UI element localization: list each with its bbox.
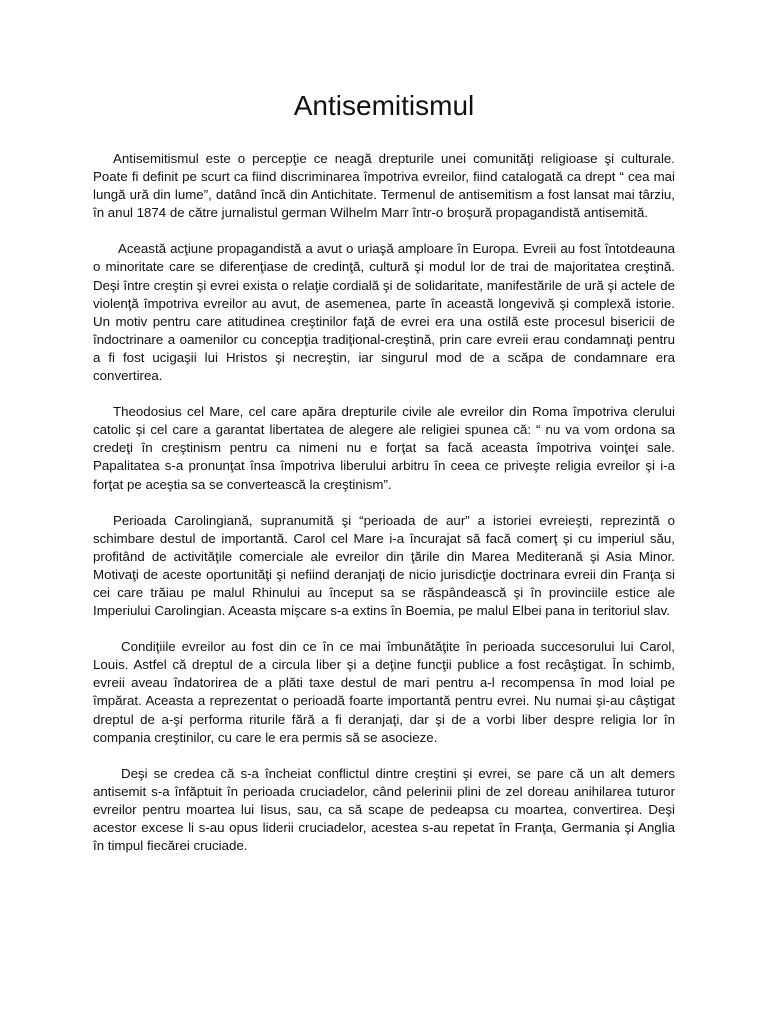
paragraph-propaganda: Această acţiune propagandistă a avut o uriaşă amploare în Europa. Evreii au fost întotdeauna o minoritate care se diferenţiase de credinţă, cultură şi modul lor de trai de majoritatea creştină. Deşi între creştin şi evrei exista o relaţie cordială şi de solidaritate, manifestările de ură şi actele de violenţă împotriva evreilor au avut, de asemenea, parte în această longevivă şi complexă istorie. Un motiv pentru care atitudinea creştinilor faţă de evrei era una ostilă este procesul bisericii de îndoctrinare a oamenilor cu concepţia tradiţional-creştină, prin care evreii erau condamnaţi pentru a fi fost ucigaşii lui Hristos şi necreştin, iar singurul mod de a scăpa de condamnare era convertirea. <box>93 241 675 384</box>
paragraph-carolingian: Perioada Carolingiană, supranumită şi “perioada de aur” a istoriei evreieşti, reprezintă o schimbare destul de importantă. Carol cel Mare i-a încurajat să facă comerţ şi cu imperiul său, profitând de activităţile comerciale ale evreilor din ţările din Marea Mediterană şi Asia Minor. Motivaţi de aceste oportunităţi şi nefiind deranjaţi de nicio jurisdicţie doctrinara evreii din Franţa si cei care trăiau pe malul Rhinului au început sa se răspândească şi în provinciile estice ale Imperiului Carolingian. Aceasta mişcare s-a extins în Boemia, pe malul Elbei pana in teritoriul slav. <box>93 512 675 619</box>
paragraph-intro: Antisemitismul este o percepţie ce neagă drepturile unei comunităţi religioase şi culturale. Poate fi definit pe scurt ca fiind discriminarea împotriva evreilor, fiind catalogată ca drept “ cea mai lungă ură din lume”, datând încă din Antichitate. Termenul de antisemitism a fost lansat mai târziu, în anul 1874 de către jurnalistul german Wilhelm Marr într-o broşură propagandistă antisemită. <box>93 151 675 221</box>
document-body <box>93 150 675 873</box>
paragraph-louis: Condiţiile evreilor au fost din ce în ce mai îmbunătăţite în perioada succesorului lui Carol, Louis. Astfel că dreptul de a circula liber şi a deţine funcţii publice a fost recâştigat. În schimb, evreii aveau îndatorirea de a plăti taxe destul de mari pentru a-l recompensa în mod loial pe împărat. Aceasta a reprezentat o perioadă foarte importantă pentru evrei. Nu numai şi-au câştigat dreptul de a-şi performa riturile fără a fi deranjaţi, dar şi de a vorbi liber despre religia lor în compania creştinilor, cu care le era permis să se asocieze. <box>93 639 675 745</box>
paragraph-crusades: Deşi se credea că s-a încheiat conflictul dintre creştini şi evrei, se pare că un alt demers antisemit s-a înfăptuit în perioada cruciadelor, când pelerinii plini de zel doreau anihilarea tuturor evreilor pentru moartea lui Iisus, sau, ca să scape de pedeapsa cu moartea, convertirea. Deşi acestor excese li s-au opus liderii cruciadelor, acestea s-au repetat în Franţa, Germania şi Anglia în timpul fiecărei cruciade. <box>93 765 675 854</box>
paragraph-theodosius: Theodosius cel Mare, cel care apăra drepturile civile ale evreilor din Roma împotriva clerului catolic şi cel care a garantat libertatea de alegere ale religiei spunea că: “ nu va vom ordona sa credeţi în creştinism pentru ca nimeni nu e forţat sa facă aceasta împotriva voinţei sale. Papalitatea s-a pronunţat însa împotriva liberului arbitru în ceea ce priveşte religia evreilor şi i-a forţat pe aceştia sa se convertească la creştinism”. <box>93 404 675 492</box>
document-title: Antisemitismul <box>293 90 475 121</box>
